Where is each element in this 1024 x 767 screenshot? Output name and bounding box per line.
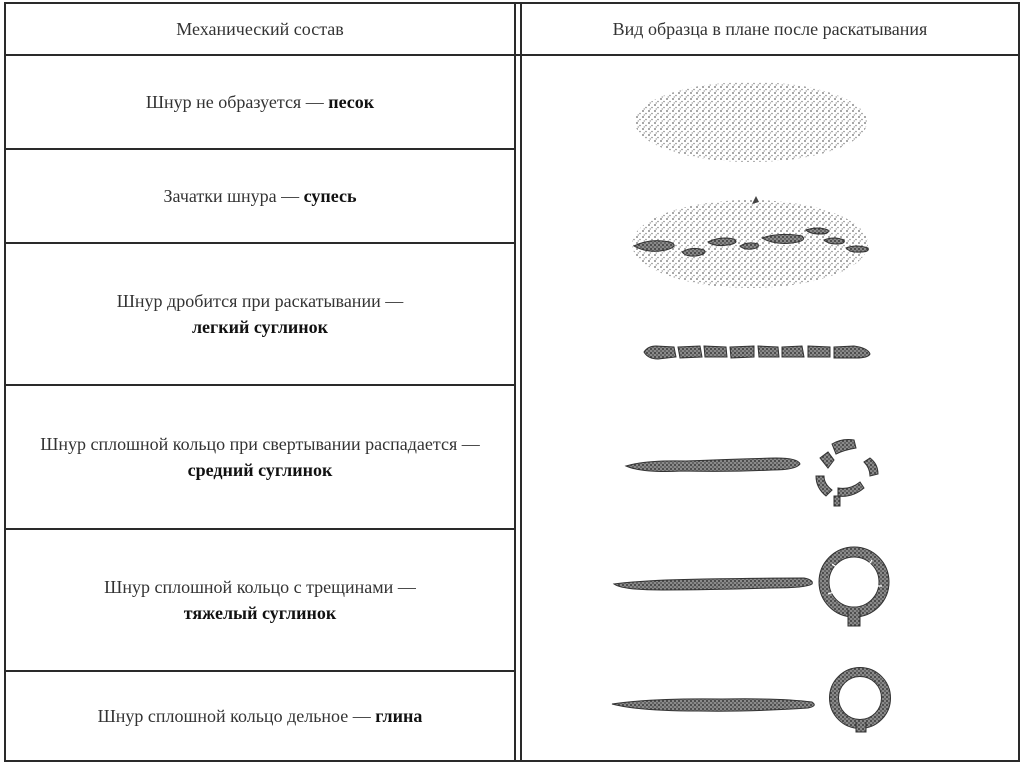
row-description: Шнур не образуется — песок bbox=[145, 91, 375, 112]
header-sample-view: Вид образца в плане после раскатывания bbox=[612, 18, 928, 39]
sand-sample-icon bbox=[635, 82, 867, 162]
light-loam-cord-icon bbox=[644, 346, 870, 359]
row-description: Шнур дробится при раскатывании — легкий суглинок bbox=[116, 290, 404, 337]
soil-type: песок bbox=[328, 91, 375, 112]
row-description: Зачатки шнура — супесь bbox=[163, 185, 357, 206]
soil-type: тяжелый суглинок bbox=[183, 603, 337, 623]
table-row bbox=[6, 56, 514, 148]
table-row bbox=[6, 530, 514, 670]
heavy-loam-cord-ring-icon bbox=[614, 552, 884, 626]
soil-type: легкий суглинок bbox=[191, 317, 329, 337]
table-row bbox=[6, 386, 514, 528]
column-divider bbox=[514, 4, 516, 760]
table-row bbox=[6, 672, 514, 760]
table-row bbox=[6, 150, 514, 242]
clay-cord-ring-icon bbox=[612, 672, 886, 732]
row-description: Шнур сплошной кольцо с трещинами — тяжелый суглинок bbox=[104, 576, 416, 623]
sample-drawings bbox=[522, 56, 1018, 760]
row-description: Шнур сплошной кольцо при свертывании распадается — средний суглинок bbox=[40, 433, 480, 480]
soil-type: средний суглинок bbox=[187, 460, 333, 480]
sandy-loam-sample-icon bbox=[632, 196, 868, 288]
soil-table bbox=[4, 2, 1020, 762]
medium-loam-cord-ring-icon bbox=[626, 440, 878, 507]
header-mechanical-composition: Механический состав bbox=[176, 18, 344, 39]
row-description: Шнур сплошной кольцо дельное — глина bbox=[97, 705, 423, 726]
soil-type: глина bbox=[375, 705, 423, 726]
soil-type: супесь bbox=[303, 185, 357, 206]
table-row bbox=[6, 244, 514, 384]
